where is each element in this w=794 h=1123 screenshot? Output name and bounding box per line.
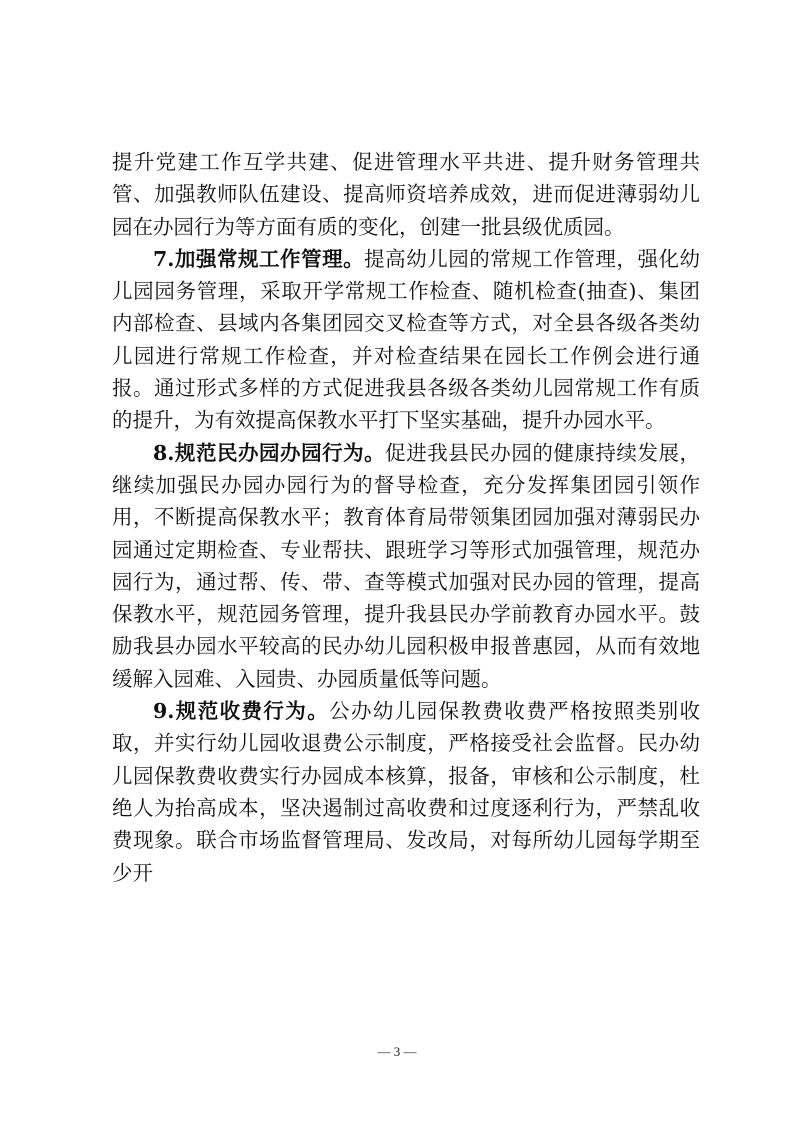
paragraph-text: 促进我县民办园的健康持续发展，继续加强民办园办园行为的督导检查，充分发挥集团园引领作用，不断提高保教水平；教育体育局带领集团园加强对薄弱民办园通过定期检查、专业帮扶、跟班学习等形式加强管理，规范办园行为，通过帮、传、带、查等模式加强对民办园的管理，提高保教水平，规范园务管理，提升我县民办学前教育办园水平。鼓励我县办园水平较高的民办幼儿园积极申报普惠园，从而有效地缓解入园难、入园贵、办园质量低等问题。 [112, 440, 701, 691]
page-number: — 3 — [377, 1044, 417, 1059]
paragraph-text: 提升党建工作互学共建、促进管理水平共进、提升财务管理共管、加强教师队伍建设、提高师资培养成效，进而促进薄弱幼儿园在办园行为等方面有质的变化，创建一批县级优质园。 [112, 150, 700, 239]
paragraph-heading: 7.加强常规工作管理。 [153, 246, 365, 271]
paragraph-heading: 9.规范收费行为。 [153, 699, 330, 724]
paragraph-continuation [112, 146, 700, 243]
paragraph-text: 公办幼儿园保教费收费严格按照类别收取，并实行幼儿园收退费公示制度，严格接受社会监督。民办幼儿园保教费收费实行办园成本核算，报备，审核和公示制度，杜绝人为抬高成本，坚决遏制过高收费和过度逐利行为，严禁乱收费现象。联合市场监督管理局、发改局，对每所幼儿园每学期至少开 [112, 699, 701, 885]
paragraph-text: 提高幼儿园的常规工作管理，强化幼儿园园务管理，采取开学常规工作检查、随机检查(抽查)、集团内部检查、县域内各集团园交叉检查等方式，对全县各级各类幼儿园进行常规工作检查，并对检查结果在园长工作例会进行通报。通过形式多样的方式促进我县各级各类幼儿园常规工作有质的提升，为有效提高保教水平打下坚实基础，提升办园水平。 [112, 246, 700, 433]
paragraph-heading: 8.规范民办园办园行为。 [153, 440, 386, 465]
paragraph-9 [112, 695, 700, 889]
paragraph-7 [112, 243, 700, 437]
paragraph-8 [112, 437, 700, 695]
document-body [112, 146, 700, 889]
